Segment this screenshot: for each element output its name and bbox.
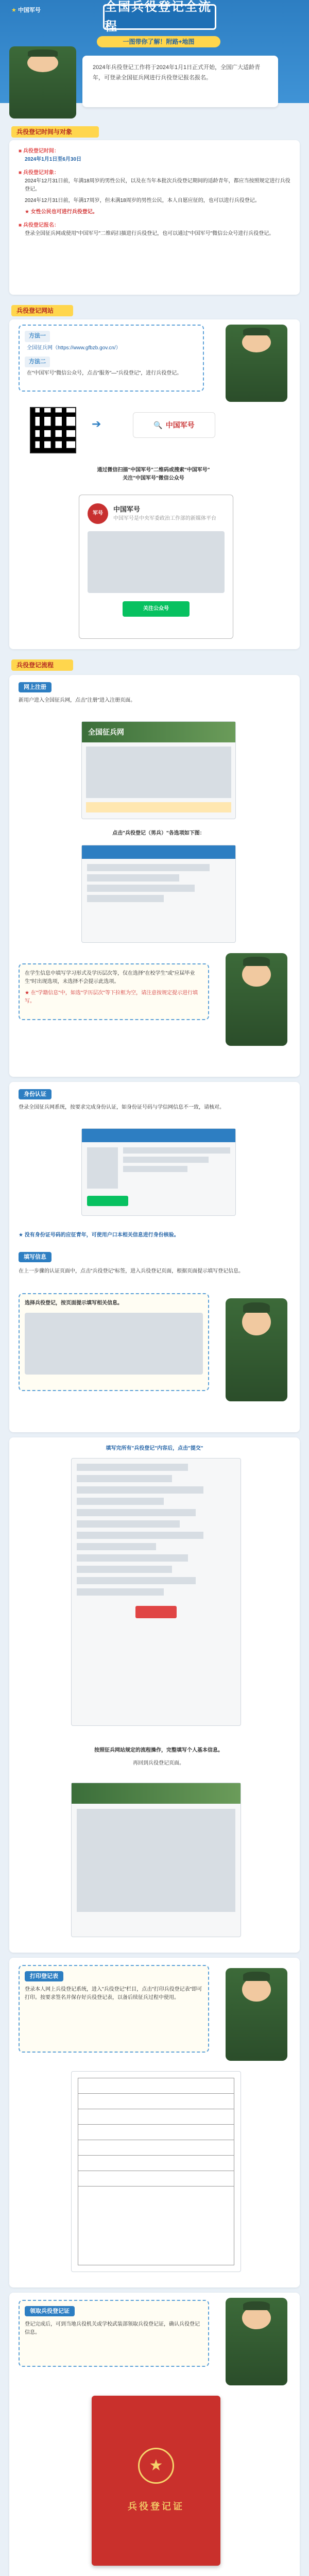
site-banner: 全国征兵网 <box>82 722 235 742</box>
table-row <box>78 2094 234 2109</box>
step-5-card <box>9 2293 300 2576</box>
signup-label: ■ 兵役登记报名： <box>19 223 59 228</box>
certificate-title: 兵役登记证 <box>128 2501 184 2512</box>
step-3-hint: 选择兵役登记，按页面提示填写相关信息。 <box>25 1300 123 1306</box>
search-box[interactable]: 🔍 中国军号 <box>133 412 215 438</box>
section-2-card <box>9 319 300 649</box>
step-2-title: 身份认证 <box>19 1089 52 1099</box>
page-title: 全国兵役登记全流程 <box>103 4 216 30</box>
fill-form-card <box>9 1437 300 1953</box>
step-3-text: 在上一步骤的认证页面中，点击"兵役登记"标签，进入兵役登记页面，根据页面提示填写登记信息。 <box>19 1268 244 1274</box>
object-text: 2024年12月31日前，年满18周岁的男性公民，以及在当年本批次兵役登记期间的适龄青年，都应当按照规定进行兵役登记。 <box>25 178 290 192</box>
search-icon: 🔍 <box>153 420 163 429</box>
step-4-card <box>9 1958 300 2287</box>
table-row <box>78 2156 234 2171</box>
confirm-screenshot <box>71 1783 241 1937</box>
app-avatar: 军号 <box>88 503 108 524</box>
auth-screenshot <box>81 1128 236 1216</box>
step-1-info-box <box>19 963 209 1020</box>
confirm-body <box>77 1809 235 1912</box>
step-2-card <box>9 1082 300 1432</box>
page-subtitle: 一图带你了解！附路+地图 <box>97 36 220 47</box>
method-2-text: 在"中国军号"微信公众号，点击"服务"—"兵役登记"，进行兵役登记。 <box>27 370 182 377</box>
star-icon: ★ <box>11 7 16 13</box>
step-3-title: 填写信息 <box>19 1252 52 1262</box>
soldier-illustration-6 <box>226 2298 287 2385</box>
site-screenshot <box>81 721 236 819</box>
form-line <box>87 885 195 892</box>
enlist-form-screenshot <box>81 845 236 943</box>
table-row <box>78 2078 234 2094</box>
verify-text: 按照征兵网站规定的流程操作，完整填写个人基本信息。 <box>94 1748 223 1753</box>
step-5-box <box>19 2300 209 2367</box>
star-note: ★ 女性公民也可进行兵役登记。 <box>25 209 98 215</box>
fill-form-text: 填写完所有"兵役登记"内容后，点击"提交" <box>106 1446 203 1451</box>
section-1-card <box>9 140 300 295</box>
step-2-text: 登录全国征兵网系统，按要求完成身份认证，如身份证号码与学信网信息不一致，请核对。 <box>19 1105 225 1110</box>
auth-header <box>82 1129 235 1142</box>
form-line <box>77 1554 188 1562</box>
form-line <box>77 1475 172 1482</box>
soldier-illustration-3 <box>226 953 287 1046</box>
soldier-illustration-4 <box>226 1298 287 1401</box>
site-register-bar[interactable] <box>86 802 231 812</box>
step-1-text: 新用户进入全国征兵网，点击"注册"进入注册页面。 <box>19 698 136 703</box>
step-4-box <box>19 1965 209 2053</box>
section-2-header: 兵役登记网站 <box>11 305 73 316</box>
form-line <box>87 864 210 871</box>
intro-card: 2024年兵役登记工作将于2024年1月1日正式开始，全国广大适龄青年，可登录全国征兵网进行兵役登记报名报名。 <box>82 56 278 107</box>
soldier-illustration <box>9 46 76 118</box>
form-line <box>77 1588 164 1596</box>
soldier-illustration-2 <box>226 325 287 402</box>
form-line <box>77 1464 188 1471</box>
form-line <box>87 874 179 882</box>
method-2-label: 方法二 <box>25 357 50 368</box>
step-1-info: 在学生信息中填写学习形式及学历层次等，仅在选择"在校学生"或"应届毕业生"时出现选项，未选择不会提示此选项。 <box>25 971 195 985</box>
auth-photo-box <box>87 1147 118 1189</box>
auth-confirm-button[interactable] <box>87 1196 128 1206</box>
step-3-box <box>19 1293 209 1391</box>
table-row <box>78 2171 234 2187</box>
table-row <box>78 2125 234 2140</box>
site-body <box>86 747 231 798</box>
section-3-header: 兵役登记流程 <box>11 659 73 671</box>
table-row <box>78 2109 234 2125</box>
app-desc: 中国军号是中央军委政治工作部的新媒体平台 <box>113 516 216 522</box>
form-line <box>77 1543 156 1550</box>
step-1-title: 网上注册 <box>19 682 52 692</box>
form-line <box>77 1520 180 1528</box>
form-line <box>77 1566 172 1573</box>
form-line <box>87 895 164 902</box>
step-4-title: 打印登记表 <box>25 1971 63 1981</box>
step-2-note: ★ 没有身份证号码的应征青年，可使用户口本相关信息进行身份核验。 <box>19 1232 179 1238</box>
form-line <box>77 1486 203 1494</box>
form-line <box>77 1498 164 1505</box>
step-5-text: 登记完成后，可到当地兵役机关或学校武装部领取兵役登记证，确认兵役登记信息。 <box>25 2321 200 2335</box>
time-label: ■ 兵役登记时间： <box>19 148 59 154</box>
confirm-banner <box>72 1783 241 1804</box>
arrow-right-icon: ➔ <box>92 417 101 430</box>
step-3-screenshot <box>25 1313 203 1375</box>
extra-text: 2024年12月31日前，年满17周岁，但未满18周岁的男性公民，本人自愿应征的，也可以进行兵役登记。 <box>25 198 260 204</box>
form-line <box>123 1147 230 1154</box>
app-name: 中国军号 <box>113 505 141 513</box>
brand-logo[interactable]: ★ 中国军号 <box>11 7 41 13</box>
enlist-form-header <box>82 845 235 859</box>
step-5-title: 领取兵役登记证 <box>25 2306 75 2316</box>
method-1-label: 方法一 <box>25 331 50 342</box>
form-line <box>123 1157 209 1163</box>
step-4-text: 登录本人网上兵役登记系统，进入"兵役登记"栏目，点击"打印兵役登记表"即可打印。按要求签名并保存好兵役登记表，以备后续征兵过程中使用。 <box>25 1987 202 2001</box>
method-1-link[interactable]: 全国征兵网（https://www.gfbzb.gov.cn/） <box>27 345 121 351</box>
time-value: 2024年1月1日至6月30日 <box>25 157 82 162</box>
verify-text-2: 再回到兵役登记页面。 <box>133 1760 184 1766</box>
form-line <box>77 1577 196 1584</box>
step-1-note: ★ 在"学籍信息"中，如选"学历层次"等下拉框为空，请注意按规定提示进行填写。 <box>25 990 198 1004</box>
object-label: ■ 兵役登记对象： <box>19 170 59 176</box>
qr-code-icon[interactable] <box>30 407 76 453</box>
app-content-placeholder <box>88 531 225 593</box>
follow-button[interactable]: 关注公众号 <box>123 601 190 617</box>
print-form-screenshot <box>71 2071 241 2272</box>
table-row <box>78 2140 234 2156</box>
emblem-icon: ★ <box>138 2448 174 2484</box>
form-line <box>77 1532 203 1539</box>
app-profile-mockup <box>79 495 233 639</box>
registration-form-screenshot <box>71 1458 241 1726</box>
form-line <box>77 1509 196 1516</box>
print-form-table <box>78 2078 234 2265</box>
signup-text: 登录全国征兵网或使用"中国军号"二维码扫描进行兵役登记，也可以通过"中国军号"微信公众号进行兵役登记。 <box>25 231 274 236</box>
scan-caption: 通过微信扫描"中国军号"二维码或搜索"中国军号" 关注"中国军号"微信公众号 <box>97 467 210 481</box>
methods-box <box>19 325 204 392</box>
soldier-illustration-5 <box>226 1968 287 2061</box>
certificate-image <box>92 2396 220 2566</box>
form-line <box>123 1166 187 1172</box>
section-1-header: 兵役登记时间与对象 <box>11 126 99 138</box>
step-1-card <box>9 675 300 1077</box>
click-enlist-text: 点击"兵役登记（男兵）"各选项如下图： <box>112 831 205 836</box>
submit-button[interactable] <box>135 1606 177 1618</box>
